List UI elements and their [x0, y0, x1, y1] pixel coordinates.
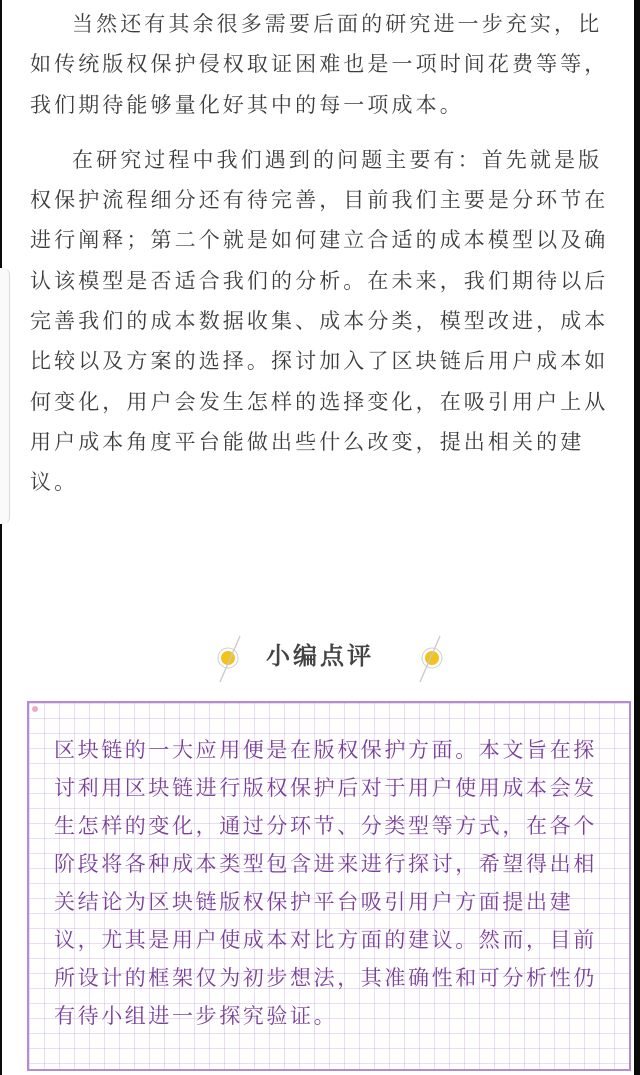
article-paragraph: 在研究过程中我们遇到的问题主要有：首先就是版权保护流程细分还有待完善，目前我们主要是分环节在进行阐释；第二个就是如何建立合适的成本模型以及确认该模型是否适合我们的分析。在未来，我们期待以后完善我们的成本数据收集、成本分类，模型改进，成本比较以及方案的选择。探讨加入了区块链后用户成本如何变化，用户会发生怎样的选择变化，在吸引用户上从用户成本角度平台能做出些什么改变，提出相关的建议。 [30, 147, 609, 495]
corner-dot-icon [32, 706, 38, 712]
screen-right-edge [634, 0, 640, 1075]
review-text: 区块链的一大应用便是在版权保护方面。本文旨在探讨利用区块链进行版权保护后对于用户使用成本会发生怎样的变化，通过分环节、分类型等方式，在各个阶段将各种成本类型包含进来进行探讨，希望得出相关结论为区块链版权保护平台吸引用户方面提出建议，尤其是用户使成本对比方面的建议。然而，目前所设计的框架仅为初步想法，其准确性和可分析性仍有待小组进一步探究验证。 [54, 738, 597, 1028]
editor-review-box [27, 701, 631, 1071]
section-header [0, 620, 640, 690]
article-paragraph: 当然还有其余很多需要后面的研究进一步充实，比如传统版权保护侵权取证困难也是一项时间花费等等，我们期待能够量化好其中的每一项成本。 [30, 12, 609, 117]
article-body [30, 4, 622, 518]
screen-left-edge [0, 0, 2, 1075]
section-title: 小编点评 [266, 642, 374, 670]
side-pull-tab[interactable] [0, 268, 10, 524]
sun-slash-icon [408, 628, 448, 684]
